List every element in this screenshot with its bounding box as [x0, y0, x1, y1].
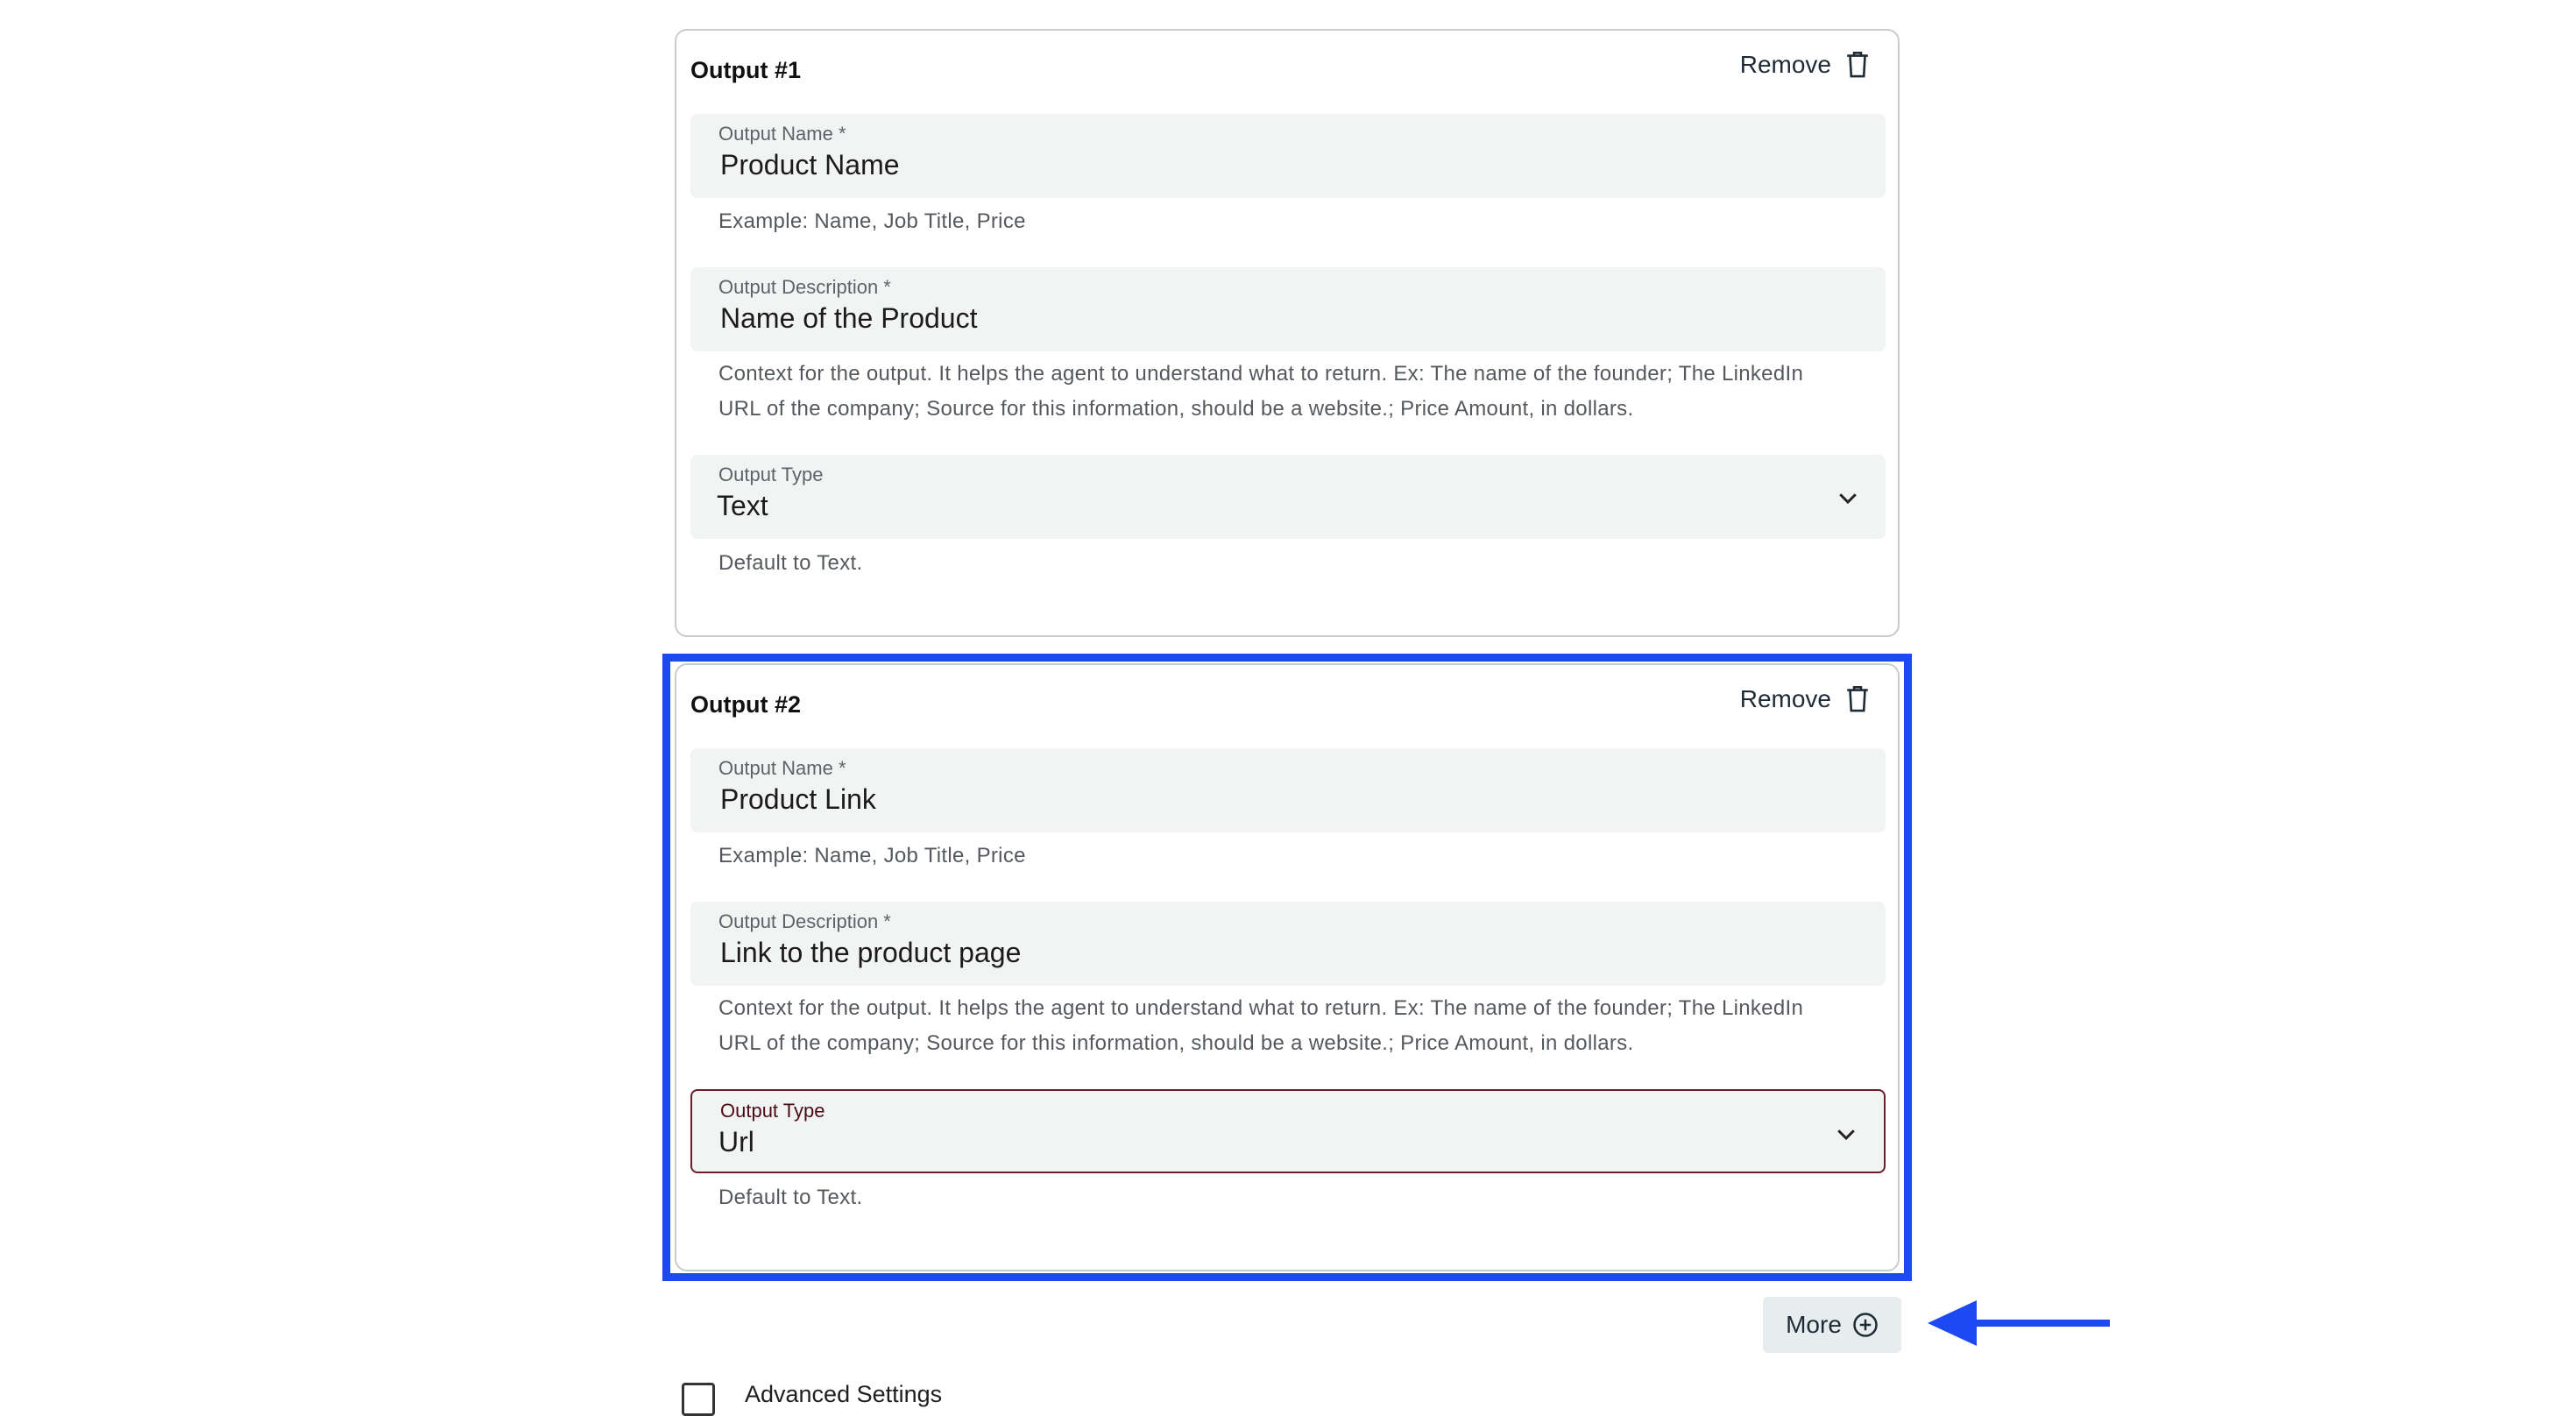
output-description-value: Name of the Product [720, 302, 978, 334]
output-description-helper-line-1: Context for the output. It helps the agent to understand what to return. Ex: The name of the founder; The LinkedIn [718, 362, 1804, 386]
output-description-label: Output Description * [718, 910, 891, 932]
chevron-down-icon [1835, 485, 1861, 511]
remove-label: Remove [1739, 685, 1831, 712]
output-description-helper-line-2: URL of the company; Source for this information, should be a website.; Price Amount, in dollars. [718, 1031, 1634, 1055]
output-card-title: Output #1 [690, 57, 801, 83]
output-description-helper-line-2: URL of the company; Source for this information, should be a website.; Price Amount, in dollars. [718, 397, 1634, 421]
output-name-label: Output Name * [718, 757, 846, 779]
remove-output-button[interactable] [1740, 48, 1872, 81]
output-type-label: Output Type [720, 1100, 825, 1122]
output-name-helper: Example: Name, Job Title, Price [718, 844, 1026, 867]
arrow-left-icon [1928, 1299, 2112, 1348]
output-card-title: Output #2 [690, 691, 801, 718]
advanced-settings-label: Advanced Settings [745, 1381, 943, 1407]
output-name-label: Output Name * [718, 123, 846, 145]
output-type-value: Url [718, 1126, 754, 1158]
highlight-box [662, 654, 1912, 1281]
output-description-value: Link to the product page [720, 937, 1022, 968]
output-name-value: Product Name [720, 149, 900, 181]
trash-icon [1844, 50, 1872, 80]
output-card-1 [675, 29, 1900, 637]
remove-label: Remove [1739, 51, 1831, 78]
output-name-helper: Example: Name, Job Title, Price [718, 209, 1026, 233]
output-description-helper [718, 357, 1875, 427]
add-output-button[interactable] [1763, 1297, 1901, 1353]
output-type-helper: Default to Text. [718, 551, 863, 575]
output-type-helper: Default to Text. [718, 1186, 863, 1209]
output-description-field[interactable] [690, 267, 1886, 351]
output-name-field[interactable] [690, 114, 1886, 198]
output-type-value: Text [717, 490, 768, 521]
output-type-label: Output Type [718, 464, 824, 485]
output-name-value: Product Link [720, 783, 876, 815]
output-description-helper-line-1: Context for the output. It helps the agent to understand what to return. Ex: The name of the founder; The LinkedIn [718, 996, 1804, 1020]
advanced-settings-checkbox[interactable] [682, 1383, 715, 1416]
output-type-select[interactable] [690, 455, 1886, 539]
output-description-label: Output Description * [718, 276, 891, 298]
more-label: More [1786, 1311, 1842, 1338]
plus-circle-icon [1852, 1312, 1879, 1338]
